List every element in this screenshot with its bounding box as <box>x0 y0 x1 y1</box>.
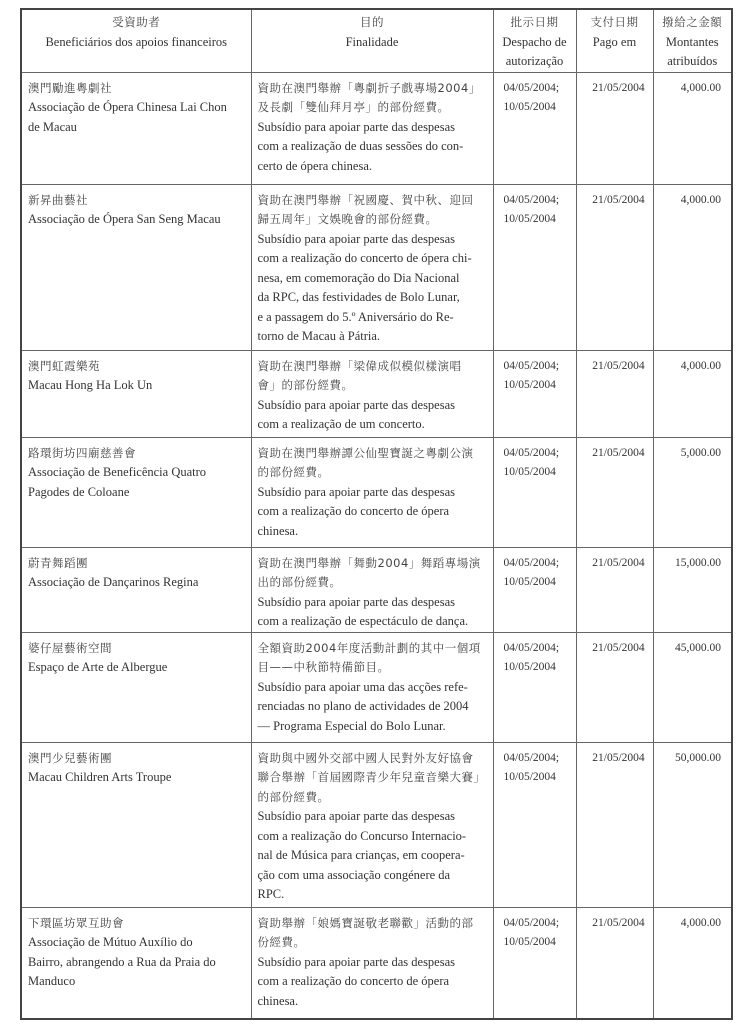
payment-date-cell: 21/05/2004 <box>576 184 653 350</box>
text-line: 04/05/2004; <box>503 446 560 459</box>
text-line: nesa, em comemoração do Dia Nacional <box>257 270 460 285</box>
text-line: 出的部份經費。 <box>257 575 342 589</box>
text-line: Subsídio para apoiar parte das despesas <box>257 484 456 499</box>
text-line: Subsídio para apoiar parte das despesas <box>257 594 456 609</box>
beneficiary-cell <box>21 350 251 437</box>
text-line: 10/05/2004 <box>503 661 556 673</box>
table-header <box>21 9 732 72</box>
text-line: com a realização de espectáculo de dança. <box>257 614 469 628</box>
text-line: chinesa. <box>257 993 299 1008</box>
text-line: autorização <box>505 54 564 68</box>
text-line: Associação de Dançarinos Regina <box>28 575 199 589</box>
authorization-date-cell <box>493 184 576 350</box>
text-line: Despacho de <box>502 34 567 49</box>
amount-cell: 50,000.00 <box>653 742 732 907</box>
text-line: 10/05/2004 <box>503 379 556 391</box>
text-line: Associação de Ópera Chinesa Lai Chon <box>28 100 227 114</box>
beneficiary-cell <box>21 907 251 1019</box>
text-line: Montantes <box>665 34 719 49</box>
text-line: 10/05/2004 <box>503 101 556 113</box>
text-line: 資助在澳門舉辦譚公仙聖寶誕之粵劇公演 <box>257 445 474 460</box>
table-row <box>21 742 732 907</box>
amount-cell: 4,000.00 <box>653 72 732 184</box>
amount-cell: 4,000.00 <box>653 184 732 350</box>
text-line: 的部份經費。 <box>257 789 330 804</box>
purpose-cell <box>251 547 493 632</box>
text-line: renciadas no plano de actividades de 2004 <box>257 699 469 713</box>
text-line: 澳門勵進粵劇社 <box>28 80 112 95</box>
header-purpose <box>251 9 493 72</box>
text-line: Finalidade <box>345 34 399 49</box>
text-line: Espaço de Arte de Albergue <box>28 660 168 674</box>
table-row <box>21 72 732 184</box>
text-line: Macau Children Arts Troupe <box>28 770 172 784</box>
text-line: Pago em <box>592 34 637 49</box>
subsidy-table <box>20 8 733 1020</box>
table-row <box>21 184 732 350</box>
payment-date-cell: 21/05/2004 <box>576 742 653 907</box>
authorization-date-cell <box>493 350 576 437</box>
beneficiary-cell <box>21 547 251 632</box>
purpose-cell <box>251 742 493 907</box>
purpose-cell <box>251 72 493 184</box>
text-line: Manduco <box>28 974 76 988</box>
text-line: 資助與中國外交部中國人民對外友好協會 <box>257 750 474 765</box>
text-line: Pagodes de Coloane <box>28 484 130 499</box>
beneficiary-cell <box>21 184 251 350</box>
amount-cell: 45,000.00 <box>653 632 732 742</box>
text-line: 10/05/2004 <box>503 576 556 588</box>
payment-date-cell: 21/05/2004 <box>576 350 653 437</box>
text-line: 04/05/2004; <box>503 751 560 764</box>
text-line: com a realização do concerto de ópera chi- <box>257 251 472 265</box>
table-row <box>21 547 732 632</box>
text-line: certo de ópera chinesa. <box>257 158 373 173</box>
purpose-cell <box>251 184 493 350</box>
text-line: 及長劇「雙仙拜月亭」的部份經費。 <box>257 100 450 114</box>
authorization-date-cell <box>493 72 576 184</box>
text-line: 10/05/2004 <box>503 466 556 478</box>
text-line: Associação de Ópera San Seng Macau <box>28 212 221 226</box>
text-line: 撥給之金額 <box>662 15 723 29</box>
text-line: 批示日期 <box>510 15 559 29</box>
amount-cell: 4,000.00 <box>653 350 732 437</box>
text-line: com a realização do concerto de ópera <box>257 974 450 988</box>
amount-cell: 4,000.00 <box>653 907 732 1019</box>
text-line: 資助在澳門舉辦「梁偉成似模似樣演唱 <box>257 358 462 373</box>
payment-date-cell: 21/05/2004 <box>576 632 653 742</box>
text-line: 04/05/2004; <box>503 916 560 929</box>
payment-date-cell: 21/05/2004 <box>576 437 653 547</box>
text-line: RPC. <box>257 887 285 901</box>
text-line: 04/05/2004; <box>503 193 560 206</box>
text-line: torno de Macau à Pátria. <box>257 329 381 343</box>
authorization-date-cell <box>493 907 576 1019</box>
text-line: 蔚青舞蹈團 <box>28 555 88 570</box>
text-line: 10/05/2004 <box>503 771 556 783</box>
text-line: Associação de Beneficência Quatro <box>28 465 207 479</box>
table-row <box>21 907 732 1019</box>
purpose-cell <box>251 907 493 1019</box>
text-line: — Programa Especial do Bolo Lunar. <box>257 718 446 733</box>
text-line: com a realização do Concurso Internacio- <box>257 828 467 843</box>
text-line: 會」的部份經費。 <box>257 378 354 392</box>
text-line: da RPC, das festividades de Bolo Lunar, <box>257 290 460 304</box>
text-line: 全額資助2004年度活動計劃的其中一個項 <box>257 640 481 655</box>
text-line: 資助在澳門舉辦「粵劇折子戲專場2004」 <box>257 80 481 95</box>
text-line: com a realização do concerto de ópera <box>257 504 450 518</box>
text-line: 受資助者 <box>112 15 161 29</box>
text-line: 資助在澳門舉辦「舞動2004」舞蹈專場演 <box>257 555 481 570</box>
header-authorization <box>493 9 576 72</box>
authorization-date-cell <box>493 632 576 742</box>
text-line: chinesa. <box>257 523 299 538</box>
text-line: 目的 <box>360 15 384 29</box>
text-line: 支付日期 <box>590 15 639 29</box>
text-line: Subsídio para apoiar parte das despesas <box>257 119 456 134</box>
purpose-cell <box>251 350 493 437</box>
text-line: 路環街坊四廟慈善會 <box>28 445 136 460</box>
text-line: 04/05/2004; <box>503 359 560 372</box>
text-line: 歸五周年」文娛晚會的部份經費。 <box>257 212 438 226</box>
text-line: Subsídio para apoiar uma das acções refe- <box>257 679 468 694</box>
text-line: nal de Música para crianças, em coopera- <box>257 848 465 862</box>
payment-date-cell: 21/05/2004 <box>576 907 653 1019</box>
text-line: com a realização de um concerto. <box>257 417 425 431</box>
text-line: 04/05/2004; <box>503 81 560 94</box>
text-line: 04/05/2004; <box>503 556 560 569</box>
text-line: Associação de Mútuo Auxílio do <box>28 935 193 949</box>
text-line: 資助舉辦「娘媽寶誕敬老聯歡」活動的部 <box>257 915 474 930</box>
text-line: 目——中秋節特備節目。 <box>257 660 390 674</box>
text-line: Subsídio para apoiar parte das despesas <box>257 231 456 246</box>
text-line: Macau Hong Ha Lok Un <box>28 378 153 392</box>
beneficiary-cell <box>21 437 251 547</box>
purpose-cell <box>251 632 493 742</box>
beneficiary-cell <box>21 72 251 184</box>
text-line: Subsídio para apoiar parte das despesas <box>257 397 456 412</box>
text-line: atribuídos <box>667 54 718 68</box>
payment-date-cell: 21/05/2004 <box>576 547 653 632</box>
text-line: Subsídio para apoiar parte das despesas <box>257 809 456 823</box>
text-line: e a passagem do 5.º Aniversário do Re- <box>257 309 454 324</box>
text-line: 份經費。 <box>257 935 306 949</box>
text-line: 04/05/2004; <box>503 641 560 654</box>
text-line: 聯合舉辦「首屆國際青少年兒童音樂大賽」 <box>257 770 486 784</box>
text-line: 澳門少兒藝術團 <box>28 750 112 765</box>
text-line: ção com uma associação congénere da <box>257 867 451 882</box>
text-line: com a realização de duas sessões do con- <box>257 139 464 153</box>
text-line: 新昇曲藝社 <box>28 192 88 207</box>
text-line: Bairro, abrangendo a Rua da Praia do <box>28 954 216 969</box>
text-line: Beneficiários dos apoios financeiros <box>45 34 228 49</box>
payment-date-cell: 21/05/2004 <box>576 72 653 184</box>
text-line: 下環區坊眾互助會 <box>28 915 124 930</box>
text-line: 澳門虹霞樂苑 <box>28 358 100 373</box>
text-line: de Macau <box>28 119 77 134</box>
beneficiary-cell <box>21 632 251 742</box>
text-line: 婆仔屋藝術空間 <box>28 640 112 655</box>
table-row <box>21 350 732 437</box>
text-line: 10/05/2004 <box>503 936 556 948</box>
text-line: 的部份經費。 <box>257 465 330 479</box>
purpose-cell <box>251 437 493 547</box>
authorization-date-cell <box>493 547 576 632</box>
amount-cell: 15,000.00 <box>653 547 732 632</box>
beneficiary-cell <box>21 742 251 907</box>
amount-cell: 5,000.00 <box>653 437 732 547</box>
header-beneficiary <box>21 9 251 72</box>
text-line: 10/05/2004 <box>503 213 556 225</box>
text-line: 資助在澳門舉辦「祝國慶、賀中秋、迎回 <box>257 192 474 207</box>
table-row <box>21 632 732 742</box>
text-line: Subsídio para apoiar parte das despesas <box>257 954 456 969</box>
table-row <box>21 437 732 547</box>
authorization-date-cell <box>493 742 576 907</box>
authorization-date-cell <box>493 437 576 547</box>
header-payment <box>576 9 653 72</box>
header-amount <box>653 9 732 72</box>
